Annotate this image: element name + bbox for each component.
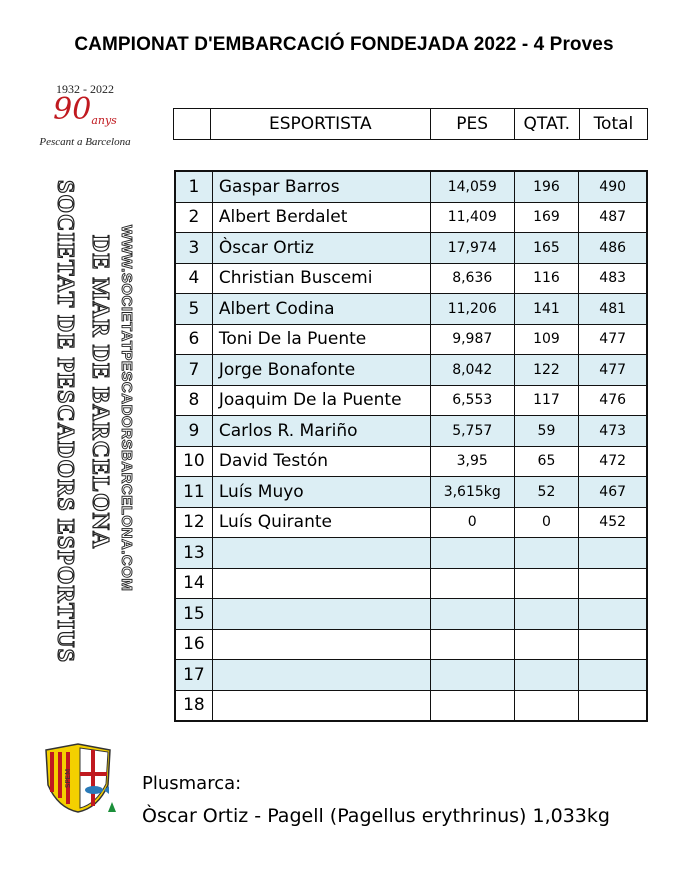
row-total: 452 xyxy=(579,507,647,538)
row-pes: 11,206 xyxy=(430,294,514,325)
row-name xyxy=(212,660,430,691)
row-name: Christian Buscemi xyxy=(212,263,430,294)
row-name: Albert Codina xyxy=(212,294,430,325)
row-number: 8 xyxy=(175,385,212,416)
row-pes: 17,974 xyxy=(430,233,514,264)
row-qtat: 196 xyxy=(514,171,579,202)
row-qtat xyxy=(514,660,579,691)
table-row xyxy=(175,355,647,386)
row-total xyxy=(579,568,647,599)
row-qtat xyxy=(514,538,579,569)
table-row xyxy=(175,660,647,691)
row-number: 17 xyxy=(175,660,212,691)
row-total: 472 xyxy=(579,446,647,477)
row-qtat xyxy=(514,629,579,660)
row-qtat: 52 xyxy=(514,477,579,508)
row-pes: 3,615kg xyxy=(430,477,514,508)
row-number: 12 xyxy=(175,507,212,538)
row-total: 467 xyxy=(579,477,647,508)
row-pes xyxy=(430,568,514,599)
row-name: Luís Quirante xyxy=(212,507,430,538)
row-pes xyxy=(430,599,514,630)
row-total xyxy=(579,599,647,630)
row-name: Luís Muyo xyxy=(212,477,430,508)
side-text-line2: DE MAR DE BARCELONA xyxy=(87,235,113,550)
table-row xyxy=(175,294,647,325)
row-qtat: 117 xyxy=(514,385,579,416)
table-row xyxy=(175,568,647,599)
header-total: Total xyxy=(579,109,647,140)
table-row xyxy=(175,446,647,477)
row-total xyxy=(579,690,647,721)
row-qtat: 122 xyxy=(514,355,579,386)
table-row xyxy=(175,477,647,508)
logo-years: 1932 - 2022 xyxy=(56,82,114,96)
row-pes xyxy=(430,538,514,569)
results-table xyxy=(174,170,648,722)
row-number: 4 xyxy=(175,263,212,294)
row-name: Gaspar Barros xyxy=(212,171,430,202)
row-pes: 5,757 xyxy=(430,416,514,447)
record-text: Òscar Ortiz - Pagell (Pagellus erythrinus) 1,033kg xyxy=(142,805,610,827)
row-total xyxy=(579,629,647,660)
logo-tagline: Pescant a Barcelona xyxy=(39,136,131,148)
row-qtat: 109 xyxy=(514,324,579,355)
row-name xyxy=(212,568,430,599)
crest-text: SPEM xyxy=(64,768,72,788)
row-qtat xyxy=(514,568,579,599)
row-name: Carlos R. Mariño xyxy=(212,416,430,447)
row-total: 477 xyxy=(579,355,647,386)
side-text-line1: SOCIETAT DE PESCADORS ESPORTIUS xyxy=(52,180,78,663)
row-qtat xyxy=(514,599,579,630)
table-row xyxy=(175,324,647,355)
table-row xyxy=(175,690,647,721)
row-total xyxy=(579,660,647,691)
row-number: 6 xyxy=(175,324,212,355)
record-label: Plusmarca: xyxy=(142,773,242,794)
row-number: 9 xyxy=(175,416,212,447)
row-total: 486 xyxy=(579,233,647,264)
row-pes: 6,553 xyxy=(430,385,514,416)
header-pes: PES xyxy=(430,109,514,140)
row-name: Joaquim De la Puente xyxy=(212,385,430,416)
row-pes xyxy=(430,660,514,691)
row-qtat: 165 xyxy=(514,233,579,264)
row-number: 7 xyxy=(175,355,212,386)
row-pes xyxy=(430,629,514,660)
table-row xyxy=(175,416,647,447)
row-number: 14 xyxy=(175,568,212,599)
row-pes: 0 xyxy=(430,507,514,538)
row-qtat: 169 xyxy=(514,202,579,233)
row-name: Jorge Bonafonte xyxy=(212,355,430,386)
table-row xyxy=(175,538,647,569)
row-qtat: 65 xyxy=(514,446,579,477)
row-pes: 8,636 xyxy=(430,263,514,294)
row-total: 490 xyxy=(579,171,647,202)
row-number: 1 xyxy=(175,171,212,202)
table-row xyxy=(175,263,647,294)
header-number-cell xyxy=(174,109,211,140)
row-name xyxy=(212,690,430,721)
page-title: CAMPIONAT D'EMBARCACIÓ FONDEJADA 2022 - 4 Proves xyxy=(74,34,614,55)
row-pes: 9,987 xyxy=(430,324,514,355)
anniversary-logo xyxy=(30,82,140,148)
header-esportista: ESPORTISTA xyxy=(211,109,430,140)
row-total xyxy=(579,538,647,569)
logo-number xyxy=(30,92,140,136)
row-number: 11 xyxy=(175,477,212,508)
row-name xyxy=(212,629,430,660)
table-row xyxy=(175,202,647,233)
side-text-website: WWW.SOCIETATPESCADORSBARCELONA.COM xyxy=(118,225,135,592)
row-total: 483 xyxy=(579,263,647,294)
row-name xyxy=(212,538,430,569)
row-number: 3 xyxy=(175,233,212,264)
logo-suffix: anys xyxy=(91,114,117,127)
row-number: 18 xyxy=(175,690,212,721)
row-name: Toni De la Puente xyxy=(212,324,430,355)
row-total: 487 xyxy=(579,202,647,233)
row-pes: 8,042 xyxy=(430,355,514,386)
row-qtat: 59 xyxy=(514,416,579,447)
logo-number-value: 90 xyxy=(53,92,92,127)
row-number: 15 xyxy=(175,599,212,630)
row-qtat xyxy=(514,690,579,721)
row-qtat: 0 xyxy=(514,507,579,538)
row-pes: 14,059 xyxy=(430,171,514,202)
row-qtat: 116 xyxy=(514,263,579,294)
table-row xyxy=(175,629,647,660)
row-total: 473 xyxy=(579,416,647,447)
row-number: 16 xyxy=(175,629,212,660)
row-pes xyxy=(430,690,514,721)
row-name xyxy=(212,599,430,630)
row-pes: 11,409 xyxy=(430,202,514,233)
row-number: 13 xyxy=(175,538,212,569)
table-row xyxy=(175,599,647,630)
row-name: Albert Berdalet xyxy=(212,202,430,233)
row-number: 10 xyxy=(175,446,212,477)
row-total: 481 xyxy=(579,294,647,325)
table-row xyxy=(175,385,647,416)
row-number: 2 xyxy=(175,202,212,233)
row-name: David Testón xyxy=(212,446,430,477)
table-row xyxy=(175,507,647,538)
row-name: Òscar Ortiz xyxy=(212,233,430,264)
table-row xyxy=(175,171,647,202)
header-table xyxy=(173,108,648,140)
table-row xyxy=(175,233,647,264)
row-total: 477 xyxy=(579,324,647,355)
header-qtat: QTAT. xyxy=(514,109,579,140)
row-pes: 3,95 xyxy=(430,446,514,477)
row-qtat: 141 xyxy=(514,294,579,325)
club-crest-icon xyxy=(38,740,118,815)
row-number: 5 xyxy=(175,294,212,325)
row-total: 476 xyxy=(579,385,647,416)
